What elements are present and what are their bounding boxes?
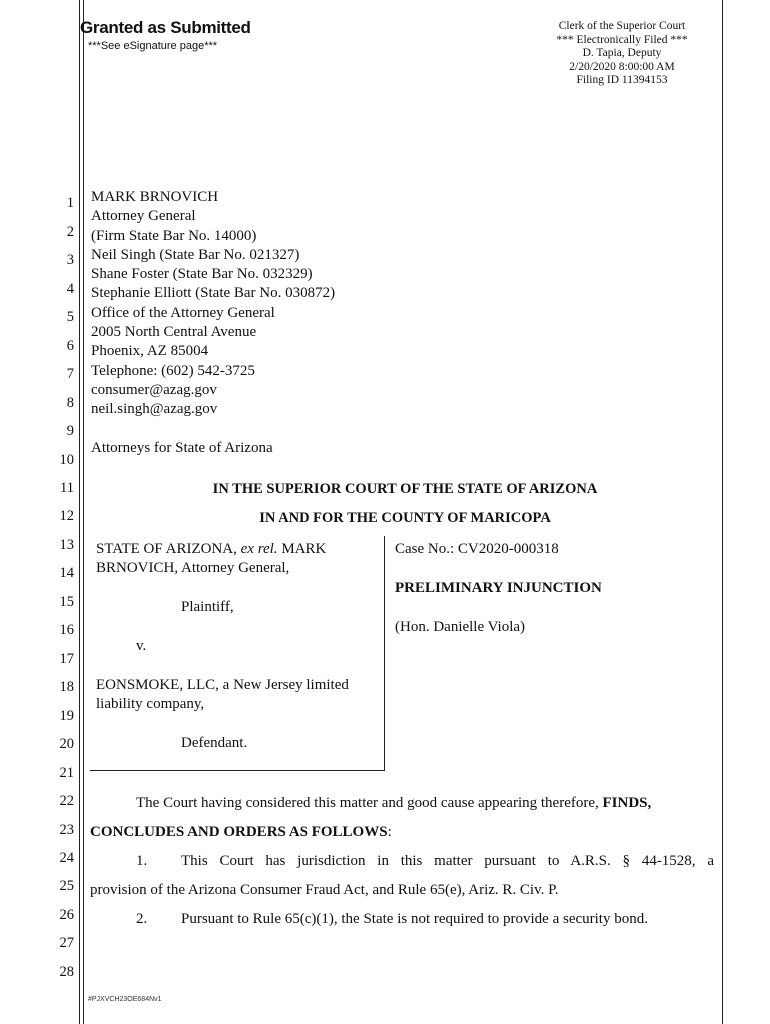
document-footer-id: #PJXVCH23OE684Nv1 xyxy=(88,996,162,1003)
left-margin-rule-inner xyxy=(83,0,84,1024)
judge-name: (Hon. Danielle Viola) xyxy=(395,619,526,635)
filed-status: *** Electronically Filed *** xyxy=(556,33,688,46)
para1-number: 1. xyxy=(136,853,148,869)
line-number: 17 xyxy=(59,651,74,667)
attorney-general-name: MARK BRNOVICH xyxy=(91,189,219,205)
line-number: 21 xyxy=(59,765,74,781)
line-number: 25 xyxy=(59,878,74,894)
line-number: 2 xyxy=(66,224,74,240)
attorney-general-title: Attorney General xyxy=(91,208,196,225)
firm-bar-number: (Firm State Bar No. 14000) xyxy=(91,227,257,244)
granted-stamp: Granted as Submitted xyxy=(80,18,251,37)
clerk-filing-block xyxy=(522,20,722,88)
intro-paragraph-line2 xyxy=(90,824,714,841)
plaintiff-name: STATE OF ARIZONA, xyxy=(96,541,241,557)
intro-concludes: CONCLUDES AND ORDERS AS FOLLOWS xyxy=(90,824,388,840)
line-number: 12 xyxy=(59,508,74,524)
defendant-role: Defendant. xyxy=(181,735,248,751)
telephone: Telephone: (602) 542-3725 xyxy=(91,362,255,379)
right-margin-rule xyxy=(722,0,723,1024)
intro-finds: FINDS, xyxy=(602,795,652,811)
esignature-note: ***See eSignature page*** xyxy=(88,40,218,52)
deputy: D. Tapia, Deputy xyxy=(582,47,662,59)
document-title: PRELIMINARY INJUNCTION xyxy=(395,580,602,596)
case-number: Case No.: CV2020-000318 xyxy=(395,541,559,557)
para1-line2: provision of the Arizona Consumer Fraud Act, and Rule 65(e), Ariz. R. Civ. P. xyxy=(90,882,559,898)
line-number: 5 xyxy=(66,309,74,325)
line-number: 28 xyxy=(59,964,74,980)
line-number: 24 xyxy=(59,850,74,866)
line-number: 19 xyxy=(59,708,74,724)
intro-paragraph-line1 xyxy=(90,795,714,812)
city-state-zip: Phoenix, AZ 85004 xyxy=(91,343,209,360)
versus: v. xyxy=(136,638,147,654)
email-consumer: consumer@azag.gov xyxy=(91,381,217,398)
ex-rel: ex rel. xyxy=(240,541,278,557)
line-number: 6 xyxy=(66,338,74,354)
defendant-caption xyxy=(96,676,381,714)
intro-text: The Court having considered this matter and good cause appearing therefore, xyxy=(136,795,603,811)
defendant-name: EONSMOKE, LLC, a New Jersey limited xyxy=(96,677,349,693)
line-number: 1 xyxy=(66,195,74,211)
left-margin-rule-outer xyxy=(79,0,80,1024)
line-number: 22 xyxy=(59,793,74,809)
filing-id: Filing ID 11394153 xyxy=(576,74,668,86)
line-number: 18 xyxy=(59,679,74,695)
line-number: 4 xyxy=(66,281,74,297)
plaintiff-name-line2: BRNOVICH, Attorney General, xyxy=(96,560,290,577)
filed-timestamp: 2/20/2020 8:00:00 AM xyxy=(569,60,675,73)
plaintiff-caption xyxy=(96,540,381,578)
line-number: 20 xyxy=(59,736,74,752)
line-number: 3 xyxy=(66,252,74,268)
intro-colon: : xyxy=(387,824,392,840)
attorney-line: Stephanie Elliott (State Bar No. 030872) xyxy=(91,285,336,302)
office-name: Office of the Attorney General xyxy=(91,304,275,321)
defendant-name-line2: liability company, xyxy=(96,696,205,713)
line-number: 13 xyxy=(59,537,74,553)
para2-text: Pursuant to Rule 65(c)(1), the State is not required to provide a security bond. xyxy=(181,911,648,927)
attorneys-for: Attorneys for State of Arizona xyxy=(91,439,273,456)
court-heading-line2: IN AND FOR THE COUNTY OF MARICOPA xyxy=(259,510,551,526)
plaintiff-name-cont: MARK xyxy=(277,541,327,557)
line-number: 9 xyxy=(66,423,74,439)
line-number: 10 xyxy=(59,452,74,468)
para1-line1: This Court has jurisdiction in this matter pursuant to A.R.S. § 44-1528, a xyxy=(181,853,714,869)
line-number: 8 xyxy=(66,395,74,411)
line-number: 23 xyxy=(59,822,74,838)
attorney-line: Shane Foster (State Bar No. 032329) xyxy=(91,266,313,283)
email-neil: neil.singh@azag.gov xyxy=(91,401,218,418)
attorney-block xyxy=(91,188,335,458)
line-number: 15 xyxy=(59,594,74,610)
line-number: 7 xyxy=(66,366,74,382)
court-heading-line1: IN THE SUPERIOR COURT OF THE STATE OF ARIZONA xyxy=(212,481,598,497)
plaintiff-role: Plaintiff, xyxy=(181,599,234,615)
line-number: 16 xyxy=(59,622,74,638)
line-number: 11 xyxy=(60,480,74,496)
clerk-title: Clerk of the Superior Court xyxy=(558,20,686,32)
street-address: 2005 North Central Avenue xyxy=(91,324,257,341)
para2-number: 2. xyxy=(136,911,148,927)
line-number: 27 xyxy=(59,935,74,951)
attorney-line: Neil Singh (State Bar No. 021327) xyxy=(91,246,300,263)
line-number: 26 xyxy=(59,907,74,923)
line-number: 14 xyxy=(59,565,74,581)
